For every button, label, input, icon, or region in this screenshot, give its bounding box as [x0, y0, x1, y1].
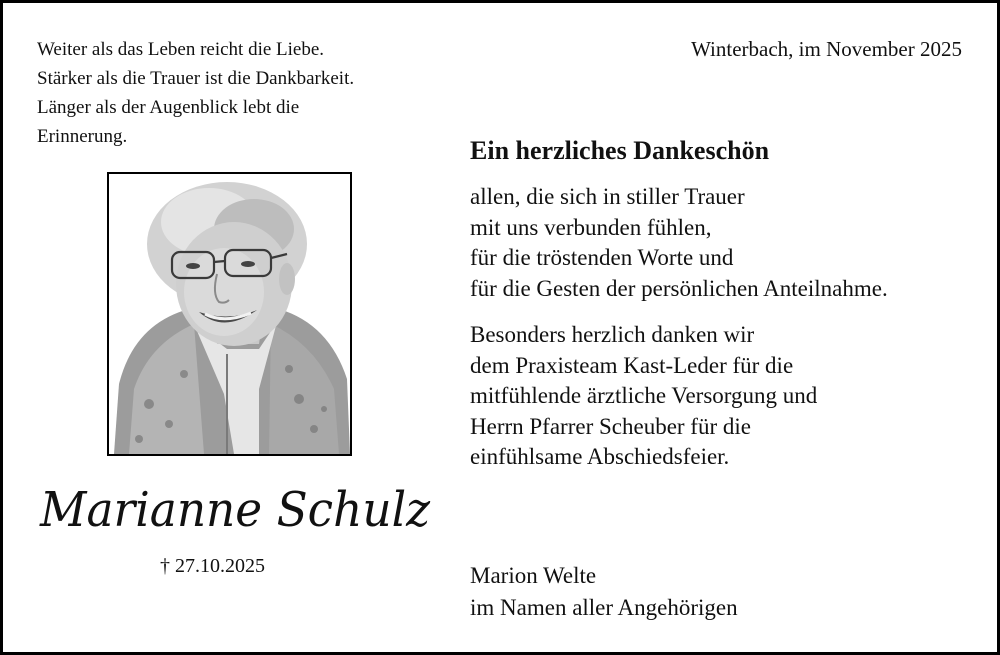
text-line: mitfühlende ärztliche Versorgung und [470, 383, 818, 408]
text-line: für die tröstenden Worte und [470, 245, 734, 270]
text-line: Besonders herzlich danken wir [470, 322, 755, 347]
signer-name: Marion Welte [470, 563, 597, 588]
text-line: mit uns verbunden fühlen, [470, 214, 712, 240]
portrait-photo [107, 172, 352, 456]
death-date: † 27.10.2025 [160, 555, 265, 577]
quote-line: Erinnerung. [37, 126, 128, 147]
text-line: für die Gesten der persönlichen Anteilnahme. [470, 275, 888, 301]
quote-line: Weiter als das Leben reicht die Liebe. [37, 39, 325, 60]
text-line: allen, die sich in stiller Trauer [470, 184, 745, 209]
text-line: Herrn Pfarrer Scheuber für die [470, 413, 751, 439]
text-line: einfühlsame Abschiedsfeier. [470, 444, 730, 469]
text-line: dem Praxisteam Kast-Leder für die [470, 352, 794, 378]
memorial-quote [37, 35, 354, 151]
deceased-name: Marianne Schulz [39, 482, 431, 538]
place-date: Winterbach, im November 2025 [691, 37, 962, 61]
deceased-name-signature [36, 468, 436, 548]
signer-note: im Namen aller Angehörigen [470, 595, 738, 620]
thanks-paragraph-1 [470, 182, 888, 304]
thanks-paragraph-2 [470, 320, 817, 473]
closing-signature [470, 560, 738, 624]
quote-line: Stärker als die Trauer ist die Dankbarkeit. [37, 68, 355, 89]
quote-line: Länger als der Augenblick lebt die [37, 97, 300, 118]
thanks-heading: Ein herzliches Dankeschön [470, 136, 770, 165]
